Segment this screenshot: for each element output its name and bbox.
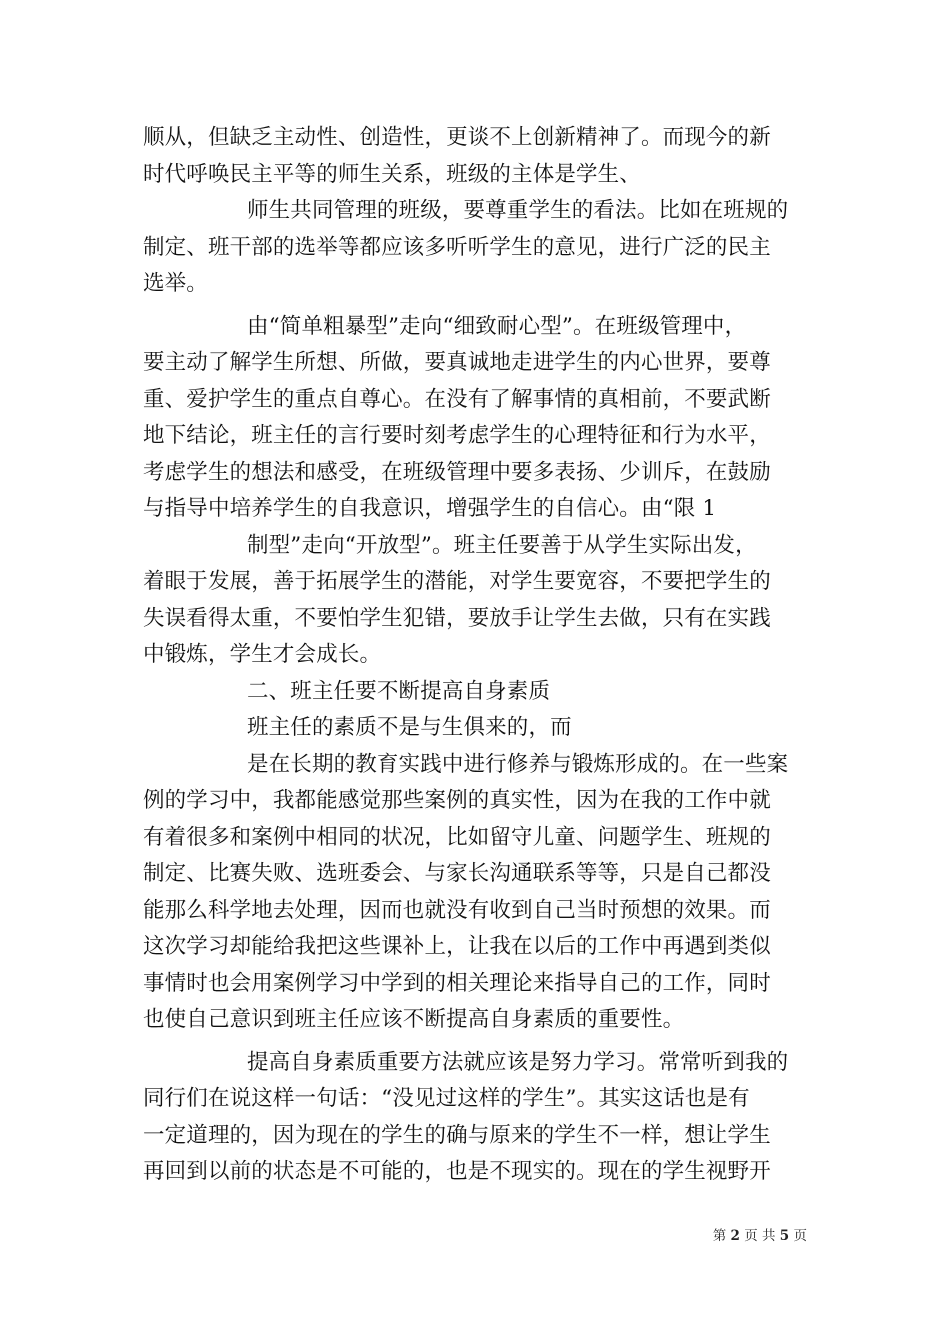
- text-line: 有着很多和案例中相同的状况，比如留守儿童、问题学生、班规的: [143, 824, 771, 850]
- text-line: 再回到以前的状态是不可能的，也是不现实的。现在的学生视野开: [143, 1159, 771, 1184]
- text-line: 失误看得太重，不要怕学生犯错，要放手让学生去做，只有在实践: [143, 605, 771, 631]
- text-line: 与指导中培养学生的自我意识，增强学生的自信心。由“限 1: [143, 496, 717, 521]
- text-line: 这次学习却能给我把这些课补上，让我在以后的工作中再遇到类似: [143, 934, 771, 959]
- text-line: 也使自己意识到班主任应该不断提高自身素质的重要性。: [143, 1007, 685, 1032]
- text-line: 考虑学生的想法和感受，在班级管理中要多表扬、少训斥，在鼓励: [143, 459, 771, 485]
- text-line: 要主动了解学生所想、所做，要真诚地走进学生的内心世界，要尊: [143, 350, 771, 375]
- footer-prefix: 第: [712, 1228, 727, 1244]
- text-line: 重、爱护学生的重点自尊心。在没有了解事情的真相前，不要武断: [143, 386, 771, 412]
- text-line: 能那么科学地去处理，因而也就没有收到自己当时预想的效果。而: [143, 897, 771, 923]
- page-footer: [713, 1228, 807, 1244]
- document-body: [143, 120, 807, 1191]
- text-line: 二、班主任要不断提高自身素质: [247, 678, 551, 704]
- text-line: 事情时也会用案例学习中学到的相关理论来指导自己的工作，同时: [143, 970, 771, 996]
- text-line: 制型”走向“开放型”。班主任要善于从学生实际出发，: [247, 532, 757, 558]
- text-line: 一定道理的，因为现在的学生的确与原来的学生不一样，想让学生: [143, 1122, 771, 1148]
- current-page-number: 2: [730, 1228, 740, 1244]
- text-line: 师生共同管理的班级，要尊重学生的看法。比如在班规的: [247, 198, 789, 223]
- text-line: 同行们在说这样一句话：“没见过这样的学生”。其实这话也是有: [143, 1086, 750, 1111]
- text-line: 例的学习中，我都能感觉那些案例的真实性，因为在我的工作中就: [143, 788, 771, 813]
- text-line: 制定、班干部的选举等都应该多听听学生的意见，进行广泛的民主: [143, 234, 771, 260]
- total-pages-number: 5: [779, 1228, 790, 1244]
- text-line: 是在长期的教育实践中进行修养与锻炼形成的。在一些案: [247, 751, 789, 777]
- footer-suffix: 页: [793, 1228, 807, 1244]
- footer-middle: 页 共: [744, 1228, 776, 1244]
- text-line: 提高自身素质重要方法就应该是努力学习。常常听到我的: [247, 1049, 789, 1075]
- text-line: 地下结论，班主任的言行要时刻考虑学生的心理特征和行为水平，: [143, 423, 771, 448]
- text-line: 由“简单粗暴型”走向“细致耐心型”。在班级管理中，: [247, 313, 747, 339]
- text-line: 选举。: [143, 271, 208, 296]
- text-line: 中锻炼，学生才会成长。: [143, 642, 382, 667]
- text-line: 着眼于发展，善于拓展学生的潜能，对学生要宽容，不要把学生的: [143, 569, 771, 594]
- text-line: 班主任的素质不是与生俱来的，而: [247, 715, 572, 740]
- text-line: 顺从，但缺乏主动性、创造性，更谈不上创新精神了。而现今的新: [143, 125, 771, 150]
- text-line: 制定、比赛失败、选班委会、与家长沟通联系等等，只是自己都没: [143, 861, 771, 886]
- text-line: 时代呼唤民主平等的师生关系，班级的主体是学生、: [143, 161, 641, 187]
